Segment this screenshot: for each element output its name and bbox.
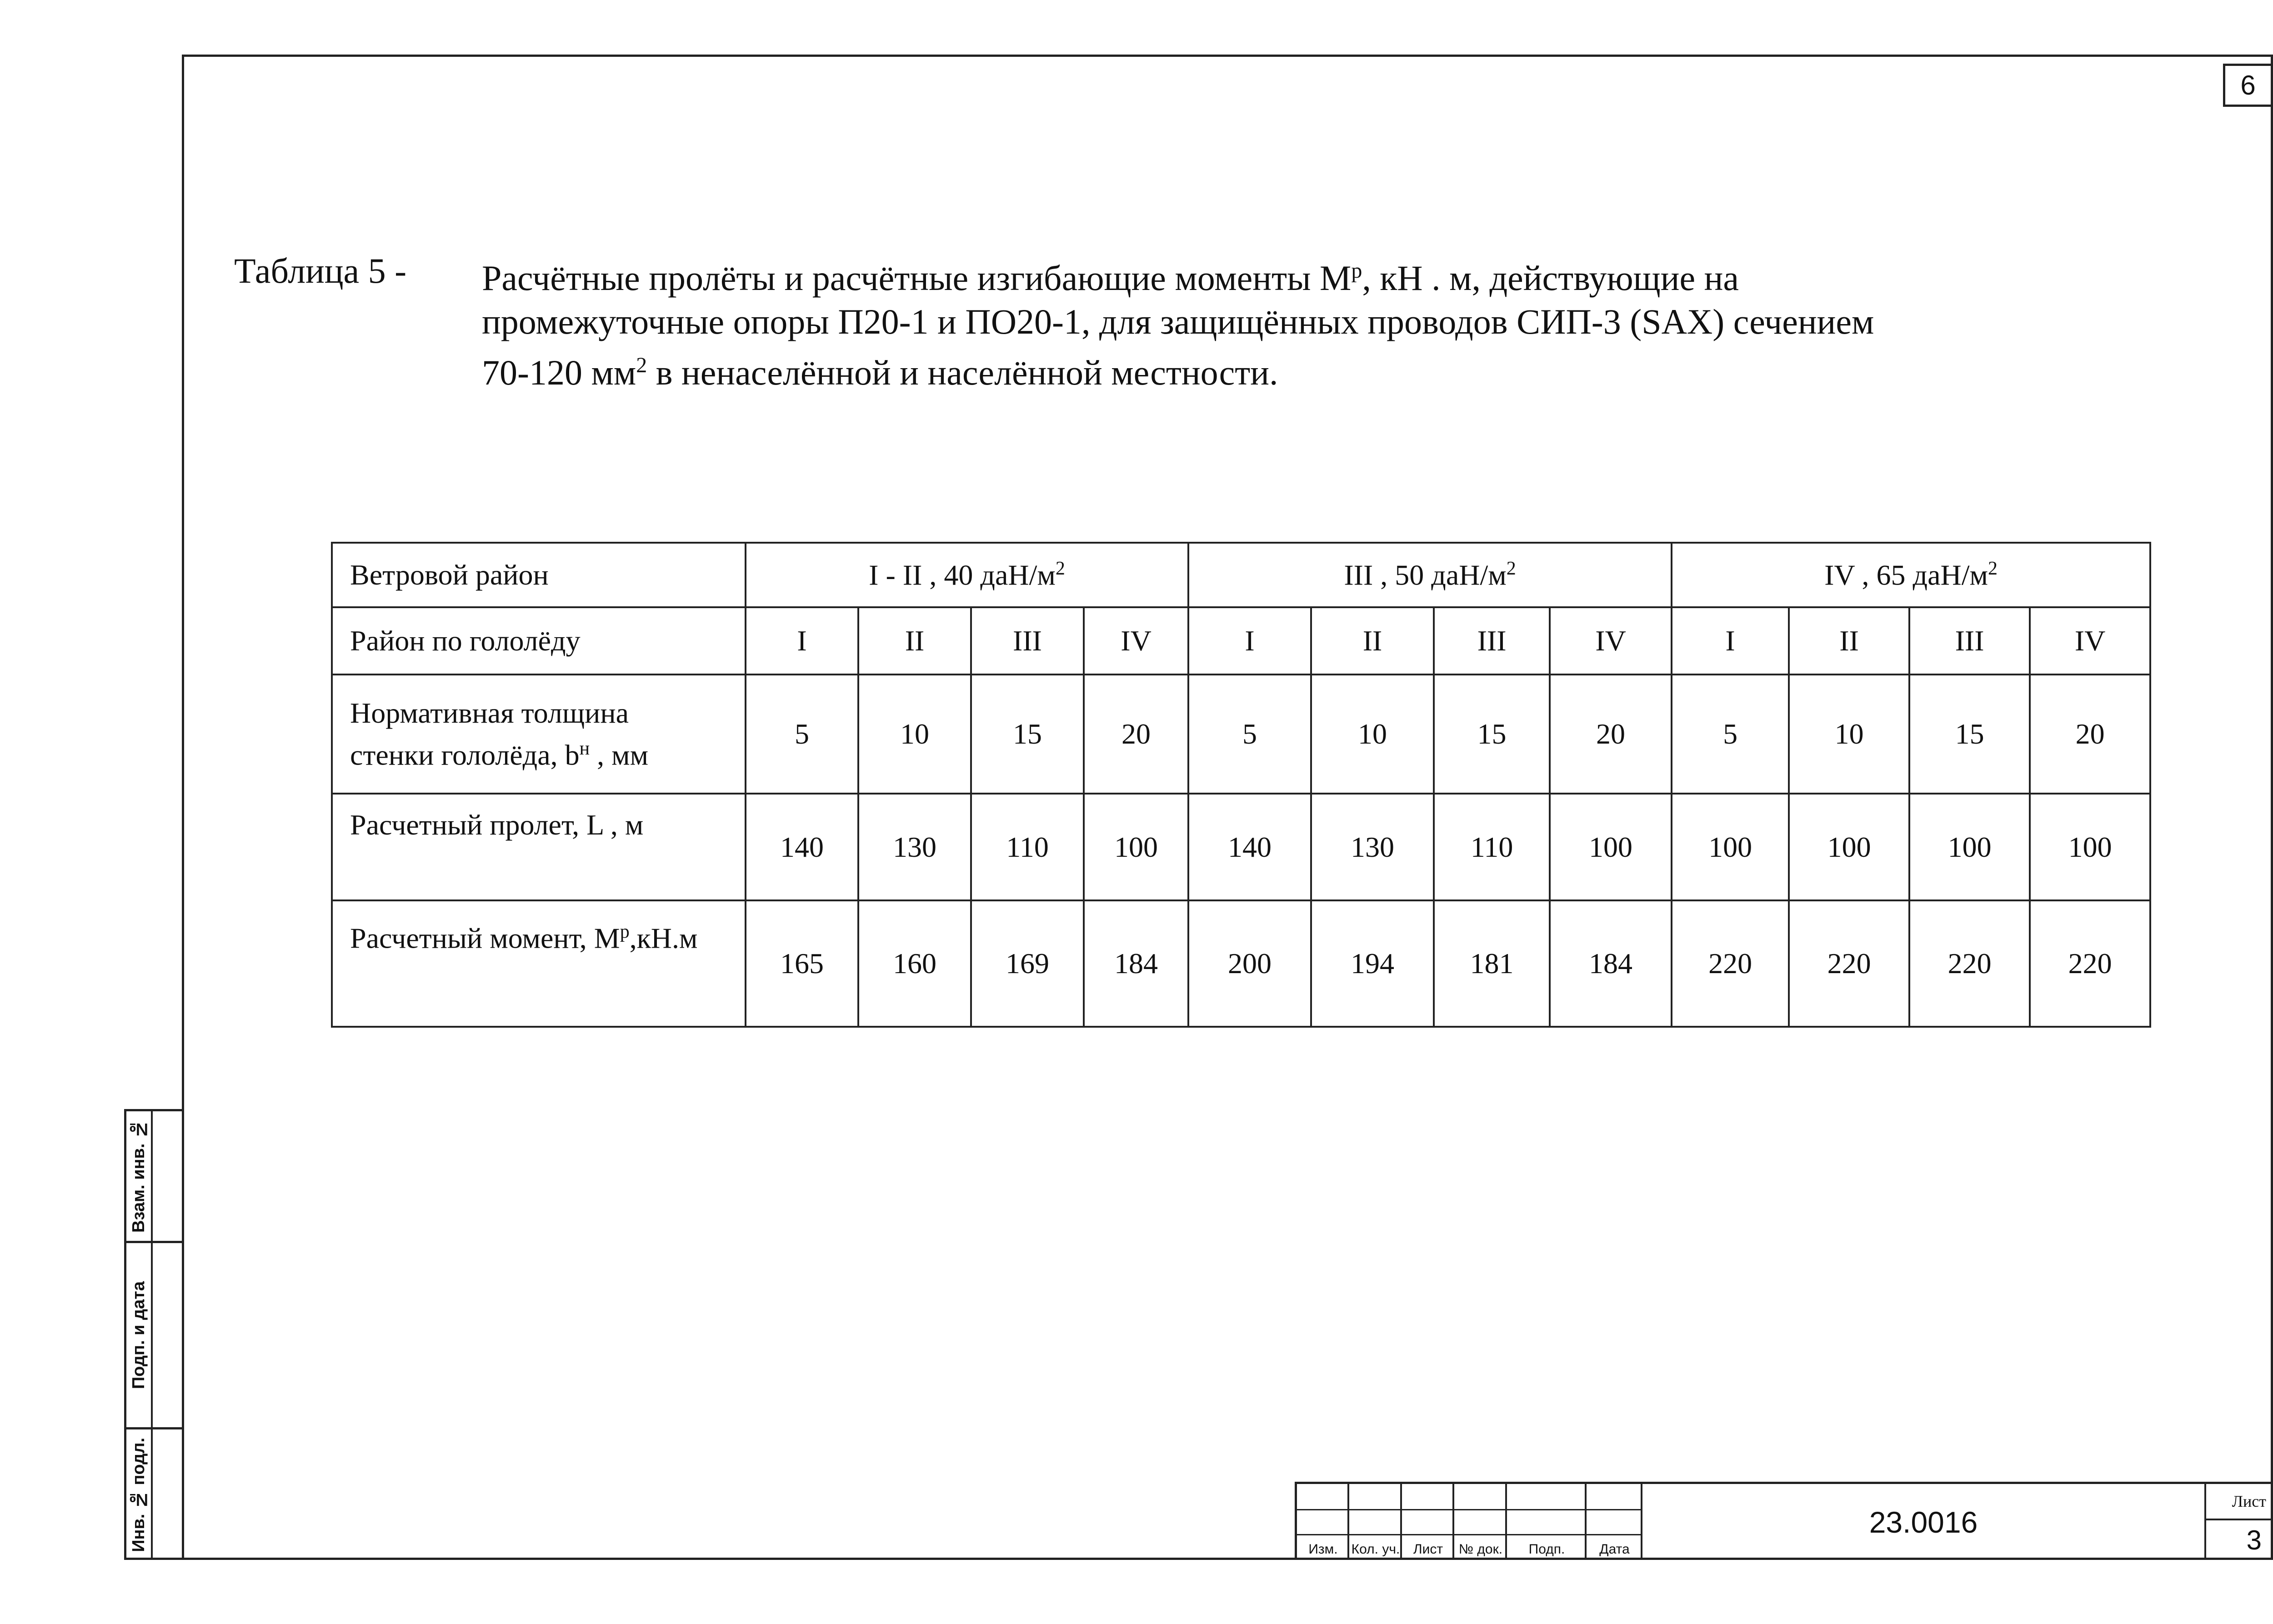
wind-group-2-sup: 2 <box>1506 558 1516 580</box>
caption-line3-sup: 2 <box>636 353 647 377</box>
table-cell: III <box>971 607 1084 675</box>
table-cell: 5 <box>1672 675 1789 794</box>
col-label-podp: Подп. <box>1528 1542 1565 1557</box>
table-cell: 15 <box>971 675 1084 794</box>
page-number: 6 <box>2223 64 2271 107</box>
table-cell: II <box>858 607 971 675</box>
document-code: 23.0016 <box>1642 1484 2206 1560</box>
table-cell: 5 <box>1188 675 1311 794</box>
table-cell: III <box>1909 607 2030 675</box>
table-cell: IV <box>1550 607 1672 675</box>
stamp-inv <box>126 1429 182 1560</box>
table-cell: 220 <box>1789 900 1909 1027</box>
table-cell: I <box>1672 607 1789 675</box>
wind-group-3 <box>1672 543 2150 607</box>
title-block <box>1295 1482 2273 1560</box>
table-cell: 194 <box>1311 900 1434 1027</box>
row-head-ice: Район по гололёду <box>332 607 746 675</box>
table-cell: 220 <box>2030 900 2150 1027</box>
table-cell: 100 <box>1672 794 1789 900</box>
table-cell: 10 <box>1789 675 1909 794</box>
col-label-list: Лист <box>1413 1542 1443 1557</box>
table-cell: 10 <box>1311 675 1434 794</box>
table-cell: 130 <box>1311 794 1434 900</box>
caption-line2: промежуточные опоры П20-1 и ПО20-1, для защищённых проводов СИП-3 (SAX) сечением <box>482 302 1874 341</box>
wind-group-2 <box>1188 543 1672 607</box>
table-cell: II <box>1311 607 1434 675</box>
table-cell: 160 <box>858 900 971 1027</box>
col-label-n-dok: № док. <box>1458 1542 1503 1557</box>
row-head-moment-text: Расчетный момент, М <box>350 922 620 954</box>
caption-line3: 70-120 мм <box>482 353 636 392</box>
table-cell: 5 <box>746 675 858 794</box>
caption-line1: Расчётные пролёты и расчётные изгибающие моменты М <box>482 258 1352 298</box>
stamp-vzam-label: Взам. инв. № <box>129 1119 148 1233</box>
table-cell: 20 <box>1550 675 1672 794</box>
table-cell: 110 <box>971 794 1084 900</box>
row-head-wind: Ветровой район <box>332 543 746 607</box>
col-label-izm: Изм. <box>1308 1542 1338 1557</box>
table-cell: 15 <box>1434 675 1550 794</box>
row-head-moment-sup: р <box>620 921 630 942</box>
table-cell: 220 <box>1909 900 2030 1027</box>
table-cell: I <box>746 607 858 675</box>
table-row-moment <box>332 900 2150 1027</box>
wind-group-1-label: I - II , 40 даН/м <box>869 559 1056 591</box>
table-cell: 165 <box>746 900 858 1027</box>
row-head-thickness-line2: стенки гололёда, b <box>350 739 580 771</box>
row-head-moment-unit: ,кН.м <box>629 922 698 954</box>
wind-group-2-label: III , 50 даН/м <box>1344 559 1507 591</box>
row-head-span: Расчетный пролет, L , м <box>332 794 746 900</box>
table-cell: 100 <box>1084 794 1188 900</box>
table-cell: I <box>1188 607 1311 675</box>
table-row-thickness <box>332 675 2150 794</box>
sheet-number: 3 <box>2246 1525 2262 1555</box>
col-label-data: Дата <box>1599 1542 1630 1557</box>
table-row-span <box>332 794 2150 900</box>
table-cell: 110 <box>1434 794 1550 900</box>
row-head-thickness <box>332 675 746 794</box>
table-cell: 140 <box>746 794 858 900</box>
table-cell: II <box>1789 607 1909 675</box>
table-cell: 20 <box>1084 675 1188 794</box>
table-cell: 100 <box>1550 794 1672 900</box>
wind-group-1-sup: 2 <box>1055 558 1065 580</box>
table-cell: 181 <box>1434 900 1550 1027</box>
side-stamp <box>124 1109 182 1560</box>
caption-label: Таблица 5 - <box>234 251 407 290</box>
sheet-label: Лист <box>2206 1484 2273 1520</box>
table-cell: 100 <box>1909 794 2030 900</box>
table-cell: 184 <box>1084 900 1188 1027</box>
caption-body <box>482 249 2255 395</box>
caption-line3-rest: в ненаселённой и населённой местности. <box>647 353 1278 392</box>
revision-grid <box>1297 1484 1642 1560</box>
stamp-inv-label: Инв. № подл. <box>129 1437 148 1552</box>
table-cell: 169 <box>971 900 1084 1027</box>
table-cell: 200 <box>1188 900 1311 1027</box>
table-row-wind <box>332 543 2150 607</box>
row-head-thickness-unit: , мм <box>590 739 649 771</box>
table-cell: 10 <box>858 675 971 794</box>
stamp-podp-label: Подп. и дата <box>129 1281 148 1389</box>
stamp-vzam <box>126 1111 182 1243</box>
table-cell: 100 <box>1789 794 1909 900</box>
table-cell: 100 <box>2030 794 2150 900</box>
sheet-box <box>2206 1484 2273 1560</box>
spans-moments-table <box>331 542 2151 1028</box>
table-cell: 130 <box>858 794 971 900</box>
stamp-podp <box>126 1243 182 1429</box>
table-cell: IV <box>1084 607 1188 675</box>
table-cell: III <box>1434 607 1550 675</box>
wind-group-1 <box>746 543 1188 607</box>
wind-group-3-label: IV , 65 даН/м <box>1824 559 1988 591</box>
table-cell: 220 <box>1672 900 1789 1027</box>
table-cell: 15 <box>1909 675 2030 794</box>
table-cell: 184 <box>1550 900 1672 1027</box>
caption-line1-rest: , кН . м, действующие на <box>1362 258 1739 298</box>
table-cell: 20 <box>2030 675 2150 794</box>
col-label-kol-uch: Кол. уч. <box>1351 1542 1400 1557</box>
row-head-moment <box>332 900 746 1027</box>
table-row-ice <box>332 607 2150 675</box>
table-cell: 140 <box>1188 794 1311 900</box>
row-head-thickness-line1: Нормативная толщина <box>350 696 629 729</box>
table-cell: IV <box>2030 607 2150 675</box>
caption-line1-sup: р <box>1351 259 1362 283</box>
row-head-thickness-sup: н <box>579 738 590 759</box>
wind-group-3-sup: 2 <box>1988 558 1998 580</box>
